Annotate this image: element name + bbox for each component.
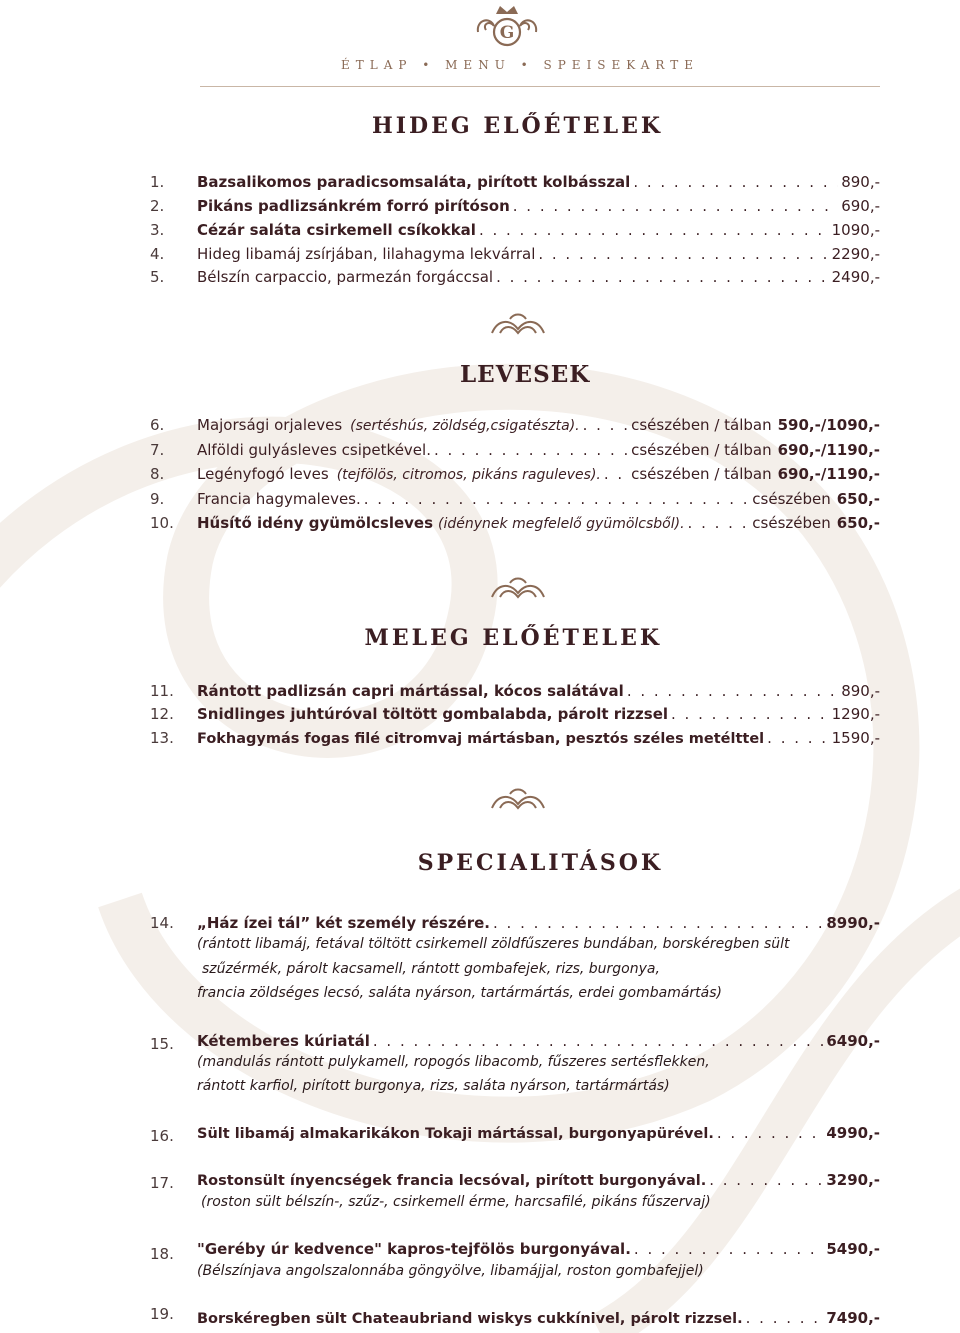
item-number: 16. [150, 1127, 174, 1145]
flourish-ornament-icon [488, 575, 548, 607]
flourish-ornament-icon [488, 311, 548, 343]
item-price: 1590,- [831, 729, 880, 747]
item-number: 10. [150, 514, 174, 532]
item-number: 11. [150, 682, 174, 700]
section-title-cold-starters: HIDEG ELŐÉTELEK [371, 113, 663, 139]
leader-dots [583, 414, 628, 436]
section-title-specialities: SPECIALITÁSOK [417, 850, 663, 876]
item-name: Snidlinges juhtúróval töltött gombalabda, párolt rizzsel [197, 705, 669, 723]
item-price: 1090,- [831, 221, 880, 239]
leader-dots [434, 439, 628, 461]
leader-dots [688, 512, 750, 534]
item-price: 3290,- [826, 1171, 880, 1189]
item-name: Alföldi gulyásleves csipetkével. [197, 441, 431, 459]
menu-item [150, 703, 880, 725]
item-price: 7490,- [826, 1309, 880, 1327]
item-price: 4990,- [826, 1124, 880, 1142]
leader-dots [709, 1169, 823, 1191]
section-title-warm-starters: MELEG ELŐÉTELEK [364, 625, 662, 651]
item-name: "Geréby úr kedvence" kapros-tejfölös burgonyával. [197, 1240, 631, 1258]
leader-dots [538, 243, 828, 265]
item-number: 6. [150, 416, 165, 434]
logo-letter: G [499, 23, 515, 43]
item-name: Sült libamáj almakarikákon Tokaji mártással, burgonyapürével. [197, 1126, 714, 1142]
leader-dots [496, 266, 829, 288]
item-price: 6490,- [826, 1032, 880, 1050]
item-price: 2290,- [831, 245, 880, 263]
leader-dots [479, 219, 829, 241]
item-name: Legényfogó leves [197, 465, 329, 483]
leader-dots [633, 171, 838, 193]
menu-item [150, 1238, 880, 1263]
leader-dots [746, 1307, 824, 1329]
menu-item [150, 463, 880, 485]
item-number: 12. [150, 705, 174, 723]
item-number: 15. [150, 1035, 174, 1053]
item-serving: csészében [752, 490, 831, 508]
item-serving: csészében / tálban [631, 416, 772, 434]
item-name: Hűsítő idény gyümölcsleves [197, 514, 434, 532]
item-number: 3. [150, 221, 165, 239]
menu-item [150, 414, 880, 436]
item-serving: csészében / tálban [631, 441, 772, 459]
item-number: 7. [150, 441, 165, 459]
item-number: 8. [150, 465, 165, 483]
item-price: 2490,- [831, 268, 880, 286]
leader-dots [493, 912, 823, 934]
menu-item [150, 488, 880, 510]
item-price: 5490,- [826, 1240, 880, 1258]
menu-item [150, 219, 880, 241]
menu-item [150, 512, 880, 534]
menu-item [150, 1030, 880, 1052]
item-number: 13. [150, 729, 174, 747]
item-description: szűzérmék, párolt kacsamell, rántott gombafejek, rizs, burgonya, [202, 961, 660, 977]
leader-dots [513, 195, 838, 217]
item-price: 650,- [836, 490, 880, 508]
leader-dots [671, 703, 829, 725]
menu-item [150, 912, 880, 934]
menu-item [150, 243, 880, 265]
item-name: Cézár saláta csirkemell csíkokkal [197, 221, 476, 239]
item-number: 4. [150, 245, 165, 263]
item-price: 690,-/1190,- [777, 441, 880, 459]
item-price: 1290,- [831, 705, 880, 723]
page-header [0, 0, 960, 80]
menu-item [150, 195, 880, 217]
item-price: 890,- [841, 682, 880, 700]
item-name: Bélszín carpaccio, parmezán forgáccsal [197, 268, 494, 286]
leader-dots [717, 1122, 824, 1144]
menu-item [150, 680, 880, 702]
item-description: (mandulás rántott pulykamell, ropogós libacomb, fűszeres sertésflekken, [197, 1054, 710, 1070]
item-price: 690,-/1190,- [777, 465, 880, 483]
item-price: 8990,- [826, 914, 880, 932]
item-number: 19. [150, 1305, 174, 1323]
item-name: Kétemberes kúriatál [197, 1032, 370, 1050]
item-number: 18. [150, 1245, 174, 1263]
item-price: 590,-/1090,- [777, 416, 880, 434]
item-serving: csészében / tálban [631, 465, 772, 483]
menu-item [150, 1122, 880, 1144]
item-name: „Ház ízei tál” két személy részére. [197, 914, 490, 932]
item-price: 890,- [841, 173, 880, 191]
menu-item [150, 727, 880, 749]
leader-dots [634, 1238, 823, 1260]
item-description: (rántott libamáj, fetával töltött csirkemell zöldfűszeres bundában, borskéregben sült [197, 936, 790, 952]
item-name: Majorsági orjaleves [197, 416, 343, 434]
item-name: Rostonsült ínyencségek francia lecsóval, pirított burgonyával. [197, 1173, 707, 1189]
leader-dots [364, 488, 750, 510]
leader-dots [604, 463, 628, 485]
item-number: 14. [150, 914, 174, 932]
tagline: ÉTLAP • MENU • SPEISEKARTE [340, 58, 700, 72]
item-description: (roston sült bélszín-, szűz-, csirkemell érme, harcsafilé, pikáns fűszervaj) [201, 1194, 711, 1210]
menu-item [150, 266, 880, 288]
leader-dots [767, 727, 828, 749]
item-name: Bazsalikomos paradicsomsaláta, pirított kolbásszal [197, 173, 631, 191]
item-description: (idénynek megfelelő gyümölcsből). [438, 516, 685, 532]
leader-dots [373, 1030, 823, 1052]
menu-item [150, 439, 880, 461]
leader-dots [627, 680, 838, 702]
item-price: 690,- [841, 197, 880, 215]
item-description: (Bélszínjava angolszalonnába göngyölve, libamájjal, roston gombafejjel) [197, 1263, 704, 1279]
item-number: 9. [150, 490, 165, 508]
item-price: 650,- [836, 514, 880, 532]
item-number: 2. [150, 197, 165, 215]
item-number: 1. [150, 173, 165, 191]
item-name: Pikáns padlizsánkrém forró pirítóson [197, 197, 510, 215]
item-name: Borskéregben sült Chateaubriand wiskys cukkínivel, párolt rizzsel. [197, 1311, 743, 1327]
item-serving: csészében [752, 514, 831, 532]
section-title-soups: LEVESEK [460, 361, 591, 388]
item-name: Rántott padlizsán capri mártással, kócos salátával [197, 682, 624, 700]
header-divider [200, 86, 880, 87]
menu-item [150, 1307, 880, 1329]
item-description: (tejfölös, citromos, pikáns raguleves). [336, 467, 601, 483]
item-number: 5. [150, 268, 165, 286]
item-name: Hideg libamáj zsírjában, lilahagyma lekvárral [197, 245, 536, 263]
item-description: francia zöldséges lecsó, saláta nyárson, tartármártás, erdei gombamártás) [197, 985, 722, 1001]
item-name: Francia hagymaleves. [197, 490, 361, 508]
item-description: rántott karfiol, pirított burgonya, rizs, saláta nyárson, tartármártás) [197, 1078, 670, 1094]
item-number: 17. [150, 1174, 174, 1192]
item-description: (sertéshús, zöldség,csigatészta). [350, 418, 580, 434]
menu-item [150, 171, 880, 193]
flourish-ornament-icon [488, 786, 548, 818]
restaurant-logo [472, 2, 542, 52]
menu-item [150, 1169, 880, 1191]
item-name: Fokhagymás fogas filé citromvaj mártásban, pesztós széles metélttel [197, 731, 765, 747]
